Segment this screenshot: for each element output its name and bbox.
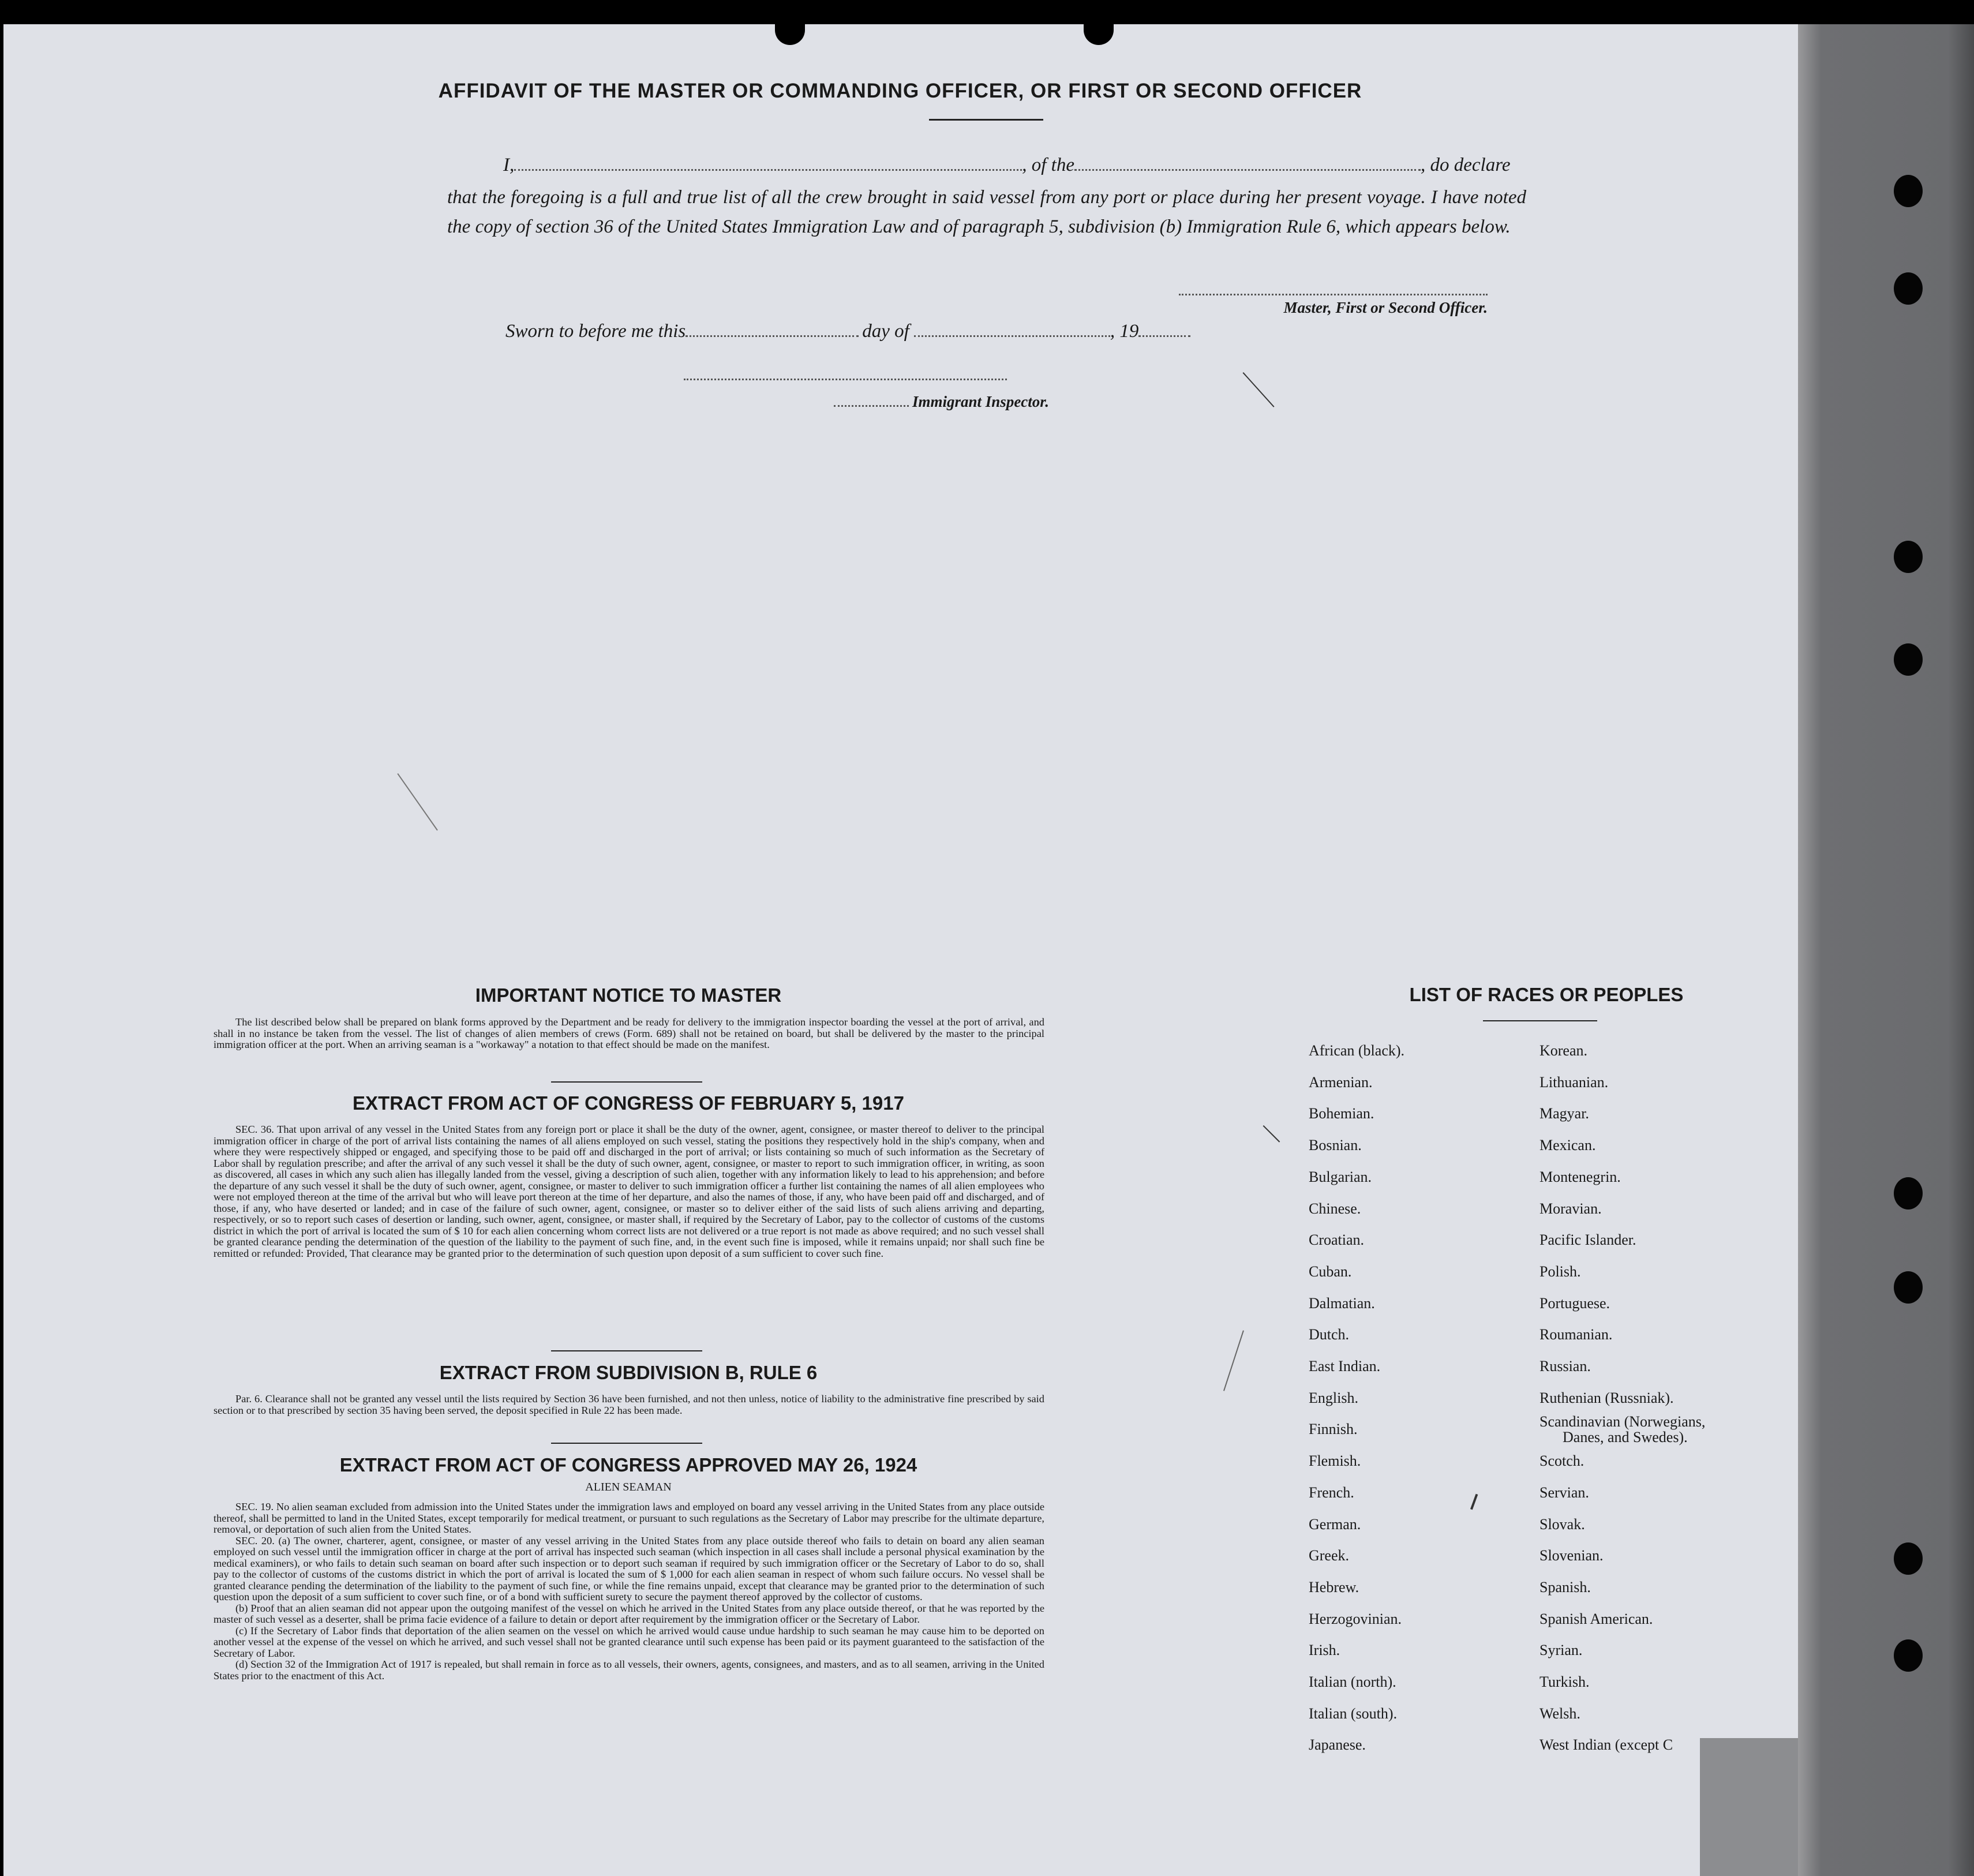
sec-20d-paragraph: (d) Section 32 of the Immigration Act of 1917 is repealed, but shall remain in force as to all vessels, their owners, agents, consignees, and masters, and as to all seamen, arriving in the United States prior to the enactment of this Act.: [213, 1658, 1044, 1682]
inspector-signature-field[interactable]: [684, 375, 1007, 380]
notice-body: [213, 1017, 1044, 1051]
race-item: Moravian.: [1540, 1200, 1602, 1217]
extract-1924-body: [213, 1501, 1044, 1682]
sworn-prefix: Sworn to before me this: [505, 321, 686, 342]
race-item: Turkish.: [1540, 1673, 1590, 1691]
race-item: Korean.: [1540, 1042, 1588, 1059]
race-item: Spanish.: [1540, 1578, 1591, 1596]
punch-hole: [1894, 643, 1923, 676]
race-item: Magyar.: [1540, 1105, 1589, 1122]
notice-paragraph: The list described below shall be prepared on blank forms approved by the Department and be ready for delivery to the immigration inspector boarding the vessel at the port of arrival, and shall in no instance be taken from the vessel. The list of changes of alien members of crews (Form. 689) shall not be retained on board, but shall be delivered by the master to the principal immigration officer at the port. When an arriving seaman is a "workaway" a notation to that effect should be made on the manifest.: [213, 1016, 1044, 1050]
race-item: Greek.: [1309, 1547, 1350, 1564]
race-item: Mexican.: [1540, 1137, 1596, 1154]
extract-1924-title: EXTRACT FROM ACT OF CONGRESS APPROVED MAY 26, 1924: [339, 1454, 917, 1476]
extract-1917-title: EXTRACT FROM ACT OF CONGRESS OF FEBRUARY 5, 1917: [353, 1092, 904, 1114]
rule6-body: [213, 1394, 1044, 1416]
race-item: Spanish American.: [1540, 1610, 1653, 1627]
race-item: Pacific Islander.: [1540, 1231, 1636, 1249]
race-item: Armenian.: [1309, 1073, 1373, 1091]
race-item: Slovenian.: [1540, 1547, 1604, 1564]
inspector-label: Immigrant Inspector.: [912, 393, 1050, 410]
sec-20c-paragraph: (c) If the Secretary of Labor finds that deportation of the alien seamen on the vessel on which he arrived would cause undue hardship to such seaman he may cause him to be deported on another vessel at the expense of the vessel on which he arrived, and such vessel shall not be granted clearance until such expense has been paid or its payment guaranteed to the satisfaction of the Secretary of Labor.: [213, 1624, 1044, 1659]
signature-field[interactable]: [1179, 290, 1488, 295]
race-item: Dalmatian.: [1309, 1294, 1375, 1312]
extract-1917-paragraph: SEC. 36. That upon arrival of any vessel in the United States from any foreign port or place it shall be the duty of the owner, agent, consignee, or master thereof to deliver to the principal immigration officer in charge of the port of arrival lists containing the names of all aliens employed on such vessel, stating the positions they respectively hold in the ship's company, when and where they were respectively shipped or engaged, and specifying those to be paid off and discharged in the port of arrival; or lists containing so much of such information as the Secretary of Labor shall by regulation prescribe; and after the arrival of any such vessel it shall be the duty of such owner, agent, consignee, or master to report to such immigration officer, in writing, as soon as discovered, all cases in which any such alien has illegally landed from the vessel, giving a description of such alien, together with any information likely to lead to his apprehension; and before the departure of any such vessel it shall be the duty of such owner, agent, consignee, or master to deliver to such immigration officer a further list containing the names of all alien employees who were not employed thereon at the time of the arrival but who will leave port thereon at the time of her departure, and also the names of those, if any, who have been paid off and discharged, and of those, if any, who have deserted or landed; and in case of the failure of such owner, agent, consignee, or master so to deliver either of the said lists of such aliens arriving and departing, respectively, or so to report such cases of desertion or landing, such owner, agent, consignee, or master shall, if required by the Secretary of Labor, pay to the collector of customs of the customs district in which the port of arrival is located the sum of $ 10 for each alien concerning whom correct lists are not delivered or a true report is not made as above required; and no such vessel shall be granted clearance pending the determination of the question of the liability to the payment of such fine, and, in the event such fine is imposed, while it remains unpaid; nor shall such fine be remitted or refunded: Provided, That clearance may be granted prior to the determination of such question upon deposit of a sum sufficient to cover such fine.: [213, 1124, 1044, 1259]
declarant-name-field[interactable]: [514, 166, 1022, 171]
races-title: LIST OF RACES OR PEOPLES: [1409, 984, 1684, 1005]
punch-hole: [1894, 1177, 1923, 1210]
inspector-name-field[interactable]: [834, 402, 909, 407]
race-item: Lithuanian.: [1540, 1073, 1609, 1091]
race-item: Roumanian.: [1540, 1326, 1613, 1343]
declaration-body: that the foregoing is a full and true list of all the crew brought in said vessel from any port or place during her present voyage. I have noted the copy of section 36 of the United States Immigration Law and of paragraph 5, subdivision (b) Immigration Rule 6, which appears below.: [447, 187, 1526, 237]
race-item: Chinese.: [1309, 1200, 1361, 1217]
race-item: Irish.: [1309, 1642, 1340, 1659]
race-item: German.: [1309, 1515, 1361, 1533]
race-item: Scandinavian (Norwegians,: [1540, 1413, 1706, 1431]
sworn-day-field[interactable]: [686, 332, 859, 337]
sec-20a-paragraph: SEC. 20. (a) The owner, charterer, agent, consignee, or master of any vessel arriving in the United States from any place outside thereof who fails to detain on board any alien seaman employed on such vessel until the immigration officer in charge at the port of arrival has inspected such seaman (which inspection in all cases shall include a personal physical examination by the medical examiners), or who fails to detain such seaman on board after such inspection or to deport such seaman if required by such immigration officer or the Secretary of Labor to do so, shall pay to the collector of customs of the customs district in which the port of arrival is located the sum of $ 1,000 for each alien seaman in respect of whom such failure occurs. No vessel shall be granted clearance pending the determination of the liability to the payment of such fine, or while the fine remains unpaid, except that clearance may be granted prior to the determination of such question upon the deposit of a sum sufficient to cover such fine, or of a bond with sufficient surety to secure the payment thereof approved by the collector of customs.: [213, 1534, 1044, 1602]
punch-hole: [1894, 175, 1923, 207]
section-divider: [551, 1350, 702, 1351]
race-item: Syrian.: [1540, 1642, 1583, 1659]
rule6-title: EXTRACT FROM SUBDIVISION B, RULE 6: [439, 1362, 818, 1383]
race-item: Montenegrin.: [1540, 1168, 1621, 1185]
race-item: Herzogovinian.: [1309, 1610, 1402, 1627]
race-item-continuation: Danes, and Swedes).: [1563, 1429, 1688, 1446]
affidavit-title: AFFIDAVIT OF THE MASTER OR COMMANDING OFFICER, OR FIRST OR SECOND OFFICER: [438, 80, 1362, 102]
extract-1924-subtitle: ALIEN SEAMAN: [585, 1481, 672, 1493]
section-divider: [551, 1081, 702, 1083]
race-item: Hebrew.: [1309, 1578, 1359, 1596]
race-item: Cuban.: [1309, 1263, 1352, 1280]
declarant-label: I,: [503, 155, 515, 175]
top-notch: [775, 0, 805, 45]
race-item: Welsh.: [1540, 1705, 1580, 1722]
race-item: Slovak.: [1540, 1515, 1585, 1533]
signature-label: Master, First or Second Officer.: [1283, 299, 1488, 316]
race-item: French.: [1309, 1484, 1354, 1501]
sworn-year-label: , 19: [1110, 321, 1139, 342]
race-item: English.: [1309, 1389, 1358, 1406]
signature-block: [1179, 290, 1488, 317]
race-item: Flemish.: [1309, 1452, 1361, 1470]
race-item: Portuguese.: [1540, 1294, 1610, 1312]
vessel-name-field[interactable]: [1074, 166, 1421, 171]
race-item: Servian.: [1540, 1484, 1589, 1501]
punch-hole: [1894, 272, 1923, 305]
declaration-line-1: [503, 155, 1510, 176]
punch-hole: [1894, 1542, 1923, 1575]
race-item: West Indian (except C: [1540, 1736, 1673, 1754]
race-item: Polish.: [1540, 1263, 1581, 1280]
race-item: Finnish.: [1309, 1421, 1358, 1438]
race-item: Bosnian.: [1309, 1137, 1362, 1154]
race-item: Italian (north).: [1309, 1673, 1396, 1691]
title-divider: [929, 119, 1043, 121]
races-divider: [1483, 1020, 1597, 1021]
race-item: Russian.: [1540, 1358, 1591, 1375]
inspector-block: [684, 375, 1049, 411]
punch-hole: [1894, 1271, 1923, 1304]
notice-title: IMPORTANT NOTICE TO MASTER: [475, 984, 782, 1006]
race-item: Scotch.: [1540, 1452, 1585, 1470]
punch-hole: [1894, 1639, 1923, 1672]
races-right-column: [1540, 1035, 1793, 1761]
race-item: Japanese.: [1309, 1736, 1366, 1754]
rule6-paragraph: Par. 6. Clearance shall not be granted any vessel until the lists required by Section 36 have been furnished, and not then unless, notice of liability to the administrative fine prescribed by said section or to that prescribed by section 35 having been served, the deposit specified in Rule 22 has been made.: [213, 1393, 1044, 1416]
top-notch: [1084, 0, 1114, 45]
sec-19-paragraph: SEC. 19. No alien seaman excluded from admission into the United States under the immigration laws and employed on board any vessel arriving in the United States from any place outside thereof, shall be permitted to land in the United States, except temporarily for medical treatment, or pursuant to such regulations as the Secretary of Labor may prescribe for the ultimate departure, removal, or deportation of such alien from the United States.: [213, 1501, 1044, 1535]
race-item: Dutch.: [1309, 1326, 1350, 1343]
race-item-multiline: [1540, 1414, 1793, 1446]
races-left-column: [1309, 1035, 1404, 1761]
do-declare-label: , do declare: [1420, 155, 1511, 175]
sworn-day-of-label: day of: [862, 321, 909, 342]
race-item: African (black).: [1309, 1042, 1405, 1059]
binding-strip: [1798, 24, 1974, 1876]
sec-20b-paragraph: (b) Proof that an alien seaman did not appear upon the outgoing manifest of the vessel on which he arrived in the United States from any place outside thereof, or that he was reported by the master of such vessel as a deserter, shall be prima facie evidence of a failure to detain or deport after requirement by the immigration officer or the Secretary of Labor.: [213, 1602, 1044, 1625]
sworn-line: [505, 321, 1190, 342]
sworn-month-field[interactable]: [914, 332, 1110, 337]
extract-1917-body: [213, 1124, 1044, 1259]
race-item: Ruthenian (Russniak).: [1540, 1389, 1674, 1406]
race-item: East Indian.: [1309, 1358, 1381, 1375]
race-item: Croatian.: [1309, 1231, 1365, 1249]
race-item: Bohemian.: [1309, 1105, 1374, 1122]
section-divider: [551, 1443, 702, 1444]
of-the-label: , of the: [1022, 155, 1074, 175]
sworn-year-field[interactable]: [1138, 332, 1190, 337]
punch-hole: [1894, 541, 1923, 573]
race-item: Bulgarian.: [1309, 1168, 1372, 1185]
race-item: Italian (south).: [1309, 1705, 1398, 1722]
